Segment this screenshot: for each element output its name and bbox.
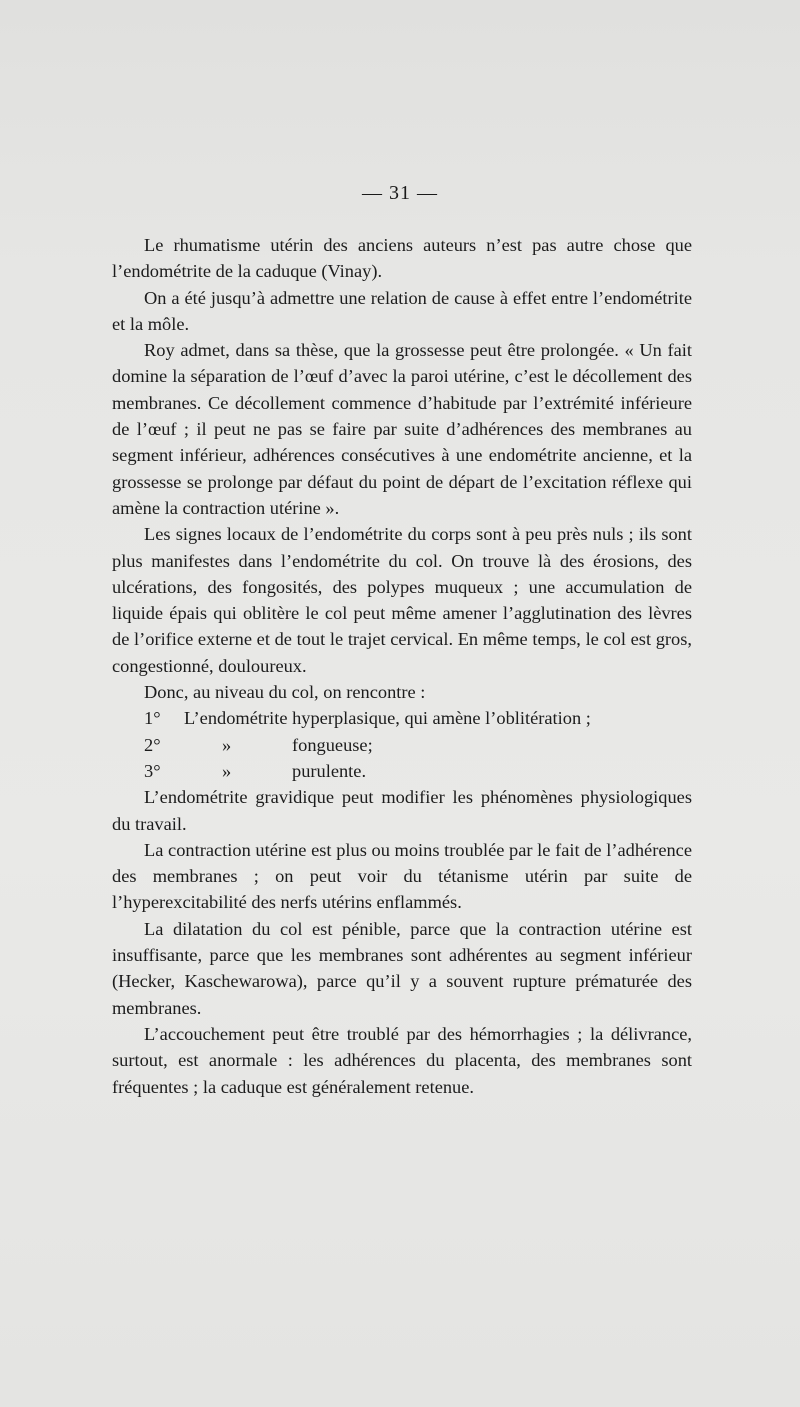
paragraph-contraction: La contraction utérine est plus ou moins troublée par le fait de l’adhérence des membranes ; on peut voir du tétanisme utérin par suite de l’hyperexcitabilité des nerfs utérins enflammés. xyxy=(112,839,692,913)
list-item-3 xyxy=(112,758,692,784)
ditto-mark: » xyxy=(222,760,232,781)
list-item-text: L’endométrite hyperplasique, qui amène l’oblitération ; xyxy=(184,708,591,729)
list-item-text: purulente. xyxy=(292,760,367,781)
page-number: — 31 — xyxy=(362,182,438,204)
list-item-number: 2° xyxy=(144,734,161,755)
list-item-2 xyxy=(112,732,692,758)
paragraph-roy: Roy admet, dans sa thèse, que la grossesse peut être prolongée. « Un fait domine la séparation de l’œuf d’avec la paroi utérine, c’est le décollement des membranes. Ce décollement commence d’habitude par l’extrémité inférieure de l’œuf ; il peut ne pas se faire par suite d’adhérences des membranes au segment inférieur, adhérences consécutives à une endométrite ancienne, et la grossesse se prolonge par défaut du point de départ de l’excitation réflexe qui amène la contraction utérine ». xyxy=(112,340,692,518)
paragraph-mole: On a été jusqu’à admettre une relation de cause à effet entre l’endométrite et la môle. xyxy=(112,287,692,334)
list-item-number: 3° xyxy=(144,760,161,781)
paragraph-accouchement: L’accouchement peut être troublé par des hémorrhagies ; la délivrance, surtout, est anormale : les adhérences du placenta, des membranes sont fréquentes ; la caduque est généralement retenue. xyxy=(112,1023,692,1097)
list-item-text: fongueuse; xyxy=(292,734,373,755)
paragraph-dilatation: La dilatation du col est pénible, parce que la contraction utérine est insuffisante, parce que les membranes sont adhérentes au segment inférieur (Hecker, Kaschewarowa), parce qu’il y a souvent rupture prématurée des membranes. xyxy=(112,918,692,1018)
paragraph-signes-locaux: Les signes locaux de l’endométrite du corps sont à peu près nuls ; ils sont plus manifestes dans l’endométrite du col. On trouve là des érosions, des ulcérations, des fongosités, des polypes muqueux ; une accumulation de liquide épais qui oblitère le col peut même amener l’agglutination des lèvres de l’orifice externe et de tout le trajet cervical. En même temps, le col est gros, congestionné, douloureux. xyxy=(112,524,692,676)
paragraph-donc: Donc, au niveau du col, on rencontre : xyxy=(144,682,426,703)
body-text xyxy=(112,232,692,1100)
paragraph-rhumatisme: Le rhumatisme utérin des anciens auteurs n’est pas autre chose que l’endométrite de la caduque (Vinay). xyxy=(112,235,692,282)
list-item-1 xyxy=(112,705,692,731)
paragraph-gravidique: L’endométrite gravidique peut modifier les phénomènes physiologiques du travail. xyxy=(112,787,692,834)
ditto-mark: » xyxy=(222,734,232,755)
list-item-number: 1° xyxy=(144,708,161,729)
